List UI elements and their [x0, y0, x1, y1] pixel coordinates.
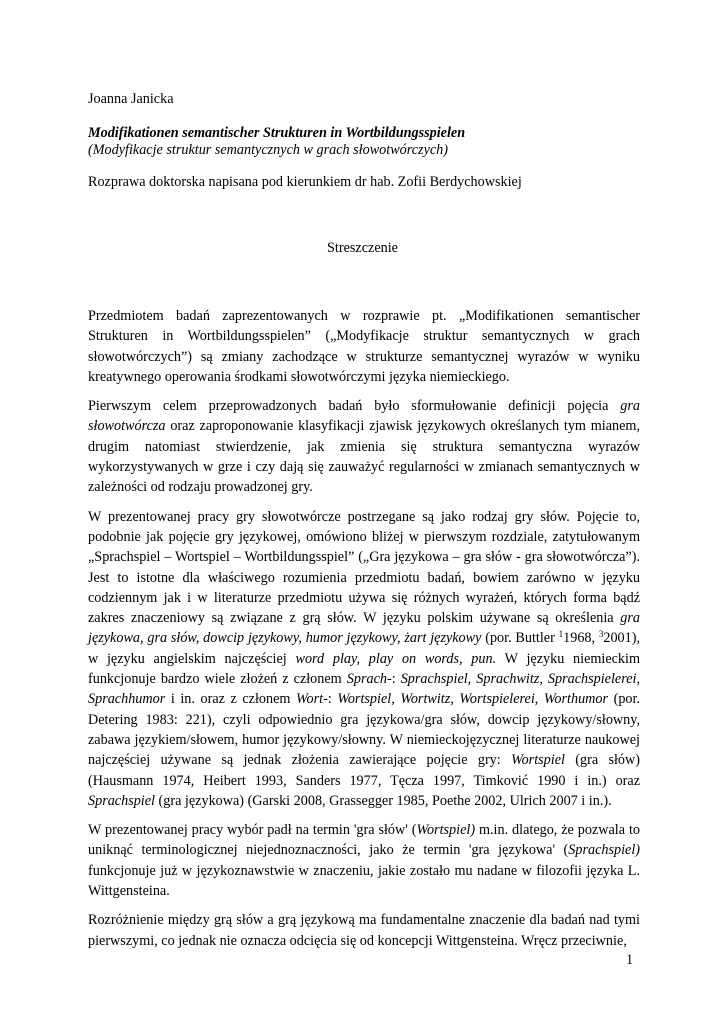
thesis-title-german: Modifikationen semantischer Strukturen in Wortbildungsspielen	[88, 125, 466, 141]
abstract-body	[88, 306, 640, 960]
paragraph-5: Rozróżnienie między grą słów a grą językową ma fundamentalne znaczenie dla badań nad tymi pierwszymi, co jednak nie oznacza odcięcia się od koncepcji Wittgensteina. Wręcz przeciwnie,	[88, 912, 640, 949]
paragraph-1: Przedmiotem badań zaprezentowanych w rozprawie pt. „Modifikationen semantischer Strukturen in Wortbildungsspielen” („Modyfikacje struktur semantycznych w grach słowotwórczych”) są zmiany zachodzące w strukturze semantycznej wyrazów w wyniku kreatywnego operowania środkami słowotwórczymi języka niemieckiego.	[88, 308, 640, 385]
paragraph-3: W prezentowanej pracy gry słowotwórcze postrzegane są jako rodzaj gry słów. Pojęcie to, podobnie jak pojęcie gry językowej, omówiono bliżej w pierwszym rozdziale, zatytułowanym „Sprachspiel – Wortspiel – Wortbildungsspiel” („Gra językowa – gra słów - gra słowotwórcza”). Jest to istotne dla właściwego rozumienia przedmiotu badań, bowiem zarówno w języku codziennym jak i w literaturze przedmiotu używa się różnych wyrażeń, których forma bądź zakres znaczeniowy są związane z grą słów. W języku polskim używane są określenia gra językowa, gra słów, dowcip językowy, humor językowy, żart językowy (por. Buttler $^1$1968, $^3$2001), w języku angielskim najczęściej word play, play on words, pun. W języku niemieckim funkcjonuje bardzo wiele złożeń z członem Sprach-: Sprachspiel, Sprachwitz, Sprachspielerei, Sprachhumor i in. oraz z członem Wort-: Wortspiel, Wortwitz, Wortspielerei, Worthumor (por. Detering 1983: 221), czyli odpowiednio gra językowa/gra słów, dowcip językowy/słowny, zabawa językiem/słowem, humor językowy/słowny. W niemieckojęzycznej literaturze naukowej najczęściej używane są jednak złożenia zawierające pojęcie gry: Wortspiel (gra słów) (Hausmann 1974, Heibert 1993, Sanders 1977, Tęcza 1997, Timković 1990 i in.) oraz Sprachspiel (gra językowa) (Garski 2008, Grassegger 1985, Poethe 2002, Ulrich 2007 i in.).	[88, 508, 641, 809]
page-number: 1	[626, 952, 634, 968]
paragraph-4: W prezentowanej pracy wybór padł na termin 'gra słów' (Wortspiel) m.in. dlatego, że pozwala to uniknąć terminologicznej niejednoznaczności, jako że termin 'gra językowa' (Sprachspiel) funkcjonuje już w językoznawstwie w znaczeniu, jakie zostało mu nadane w filozofii języka L. Wittgensteina.	[88, 822, 640, 900]
section-heading: Streszczenie	[327, 240, 398, 256]
paragraph-2: Pierwszym celem przeprowadzonych badań było sformułowanie definicji pojęcia gra słowotwórcza oraz zaproponowanie klasyfikacji zjawisk językowych określanych tym mianem, drugim natomiast stwierdzenie, jak zmienia się struktura semantyczna wyrazów wykorzystywanych w grze i czy dają się zauważyć regularności w zmianach semantycznych w zależności od rodzaju prowadzonej gry.	[88, 398, 640, 496]
supervisor-line: Rozprawa doktorska napisana pod kierunkiem dr hab. Zofii Berdychowskiej	[88, 174, 522, 190]
thesis-title-polish: (Modyfikacje struktur semantycznych w grach słowotwórczych)	[88, 142, 448, 158]
author-name: Joanna Janicka	[88, 91, 174, 107]
